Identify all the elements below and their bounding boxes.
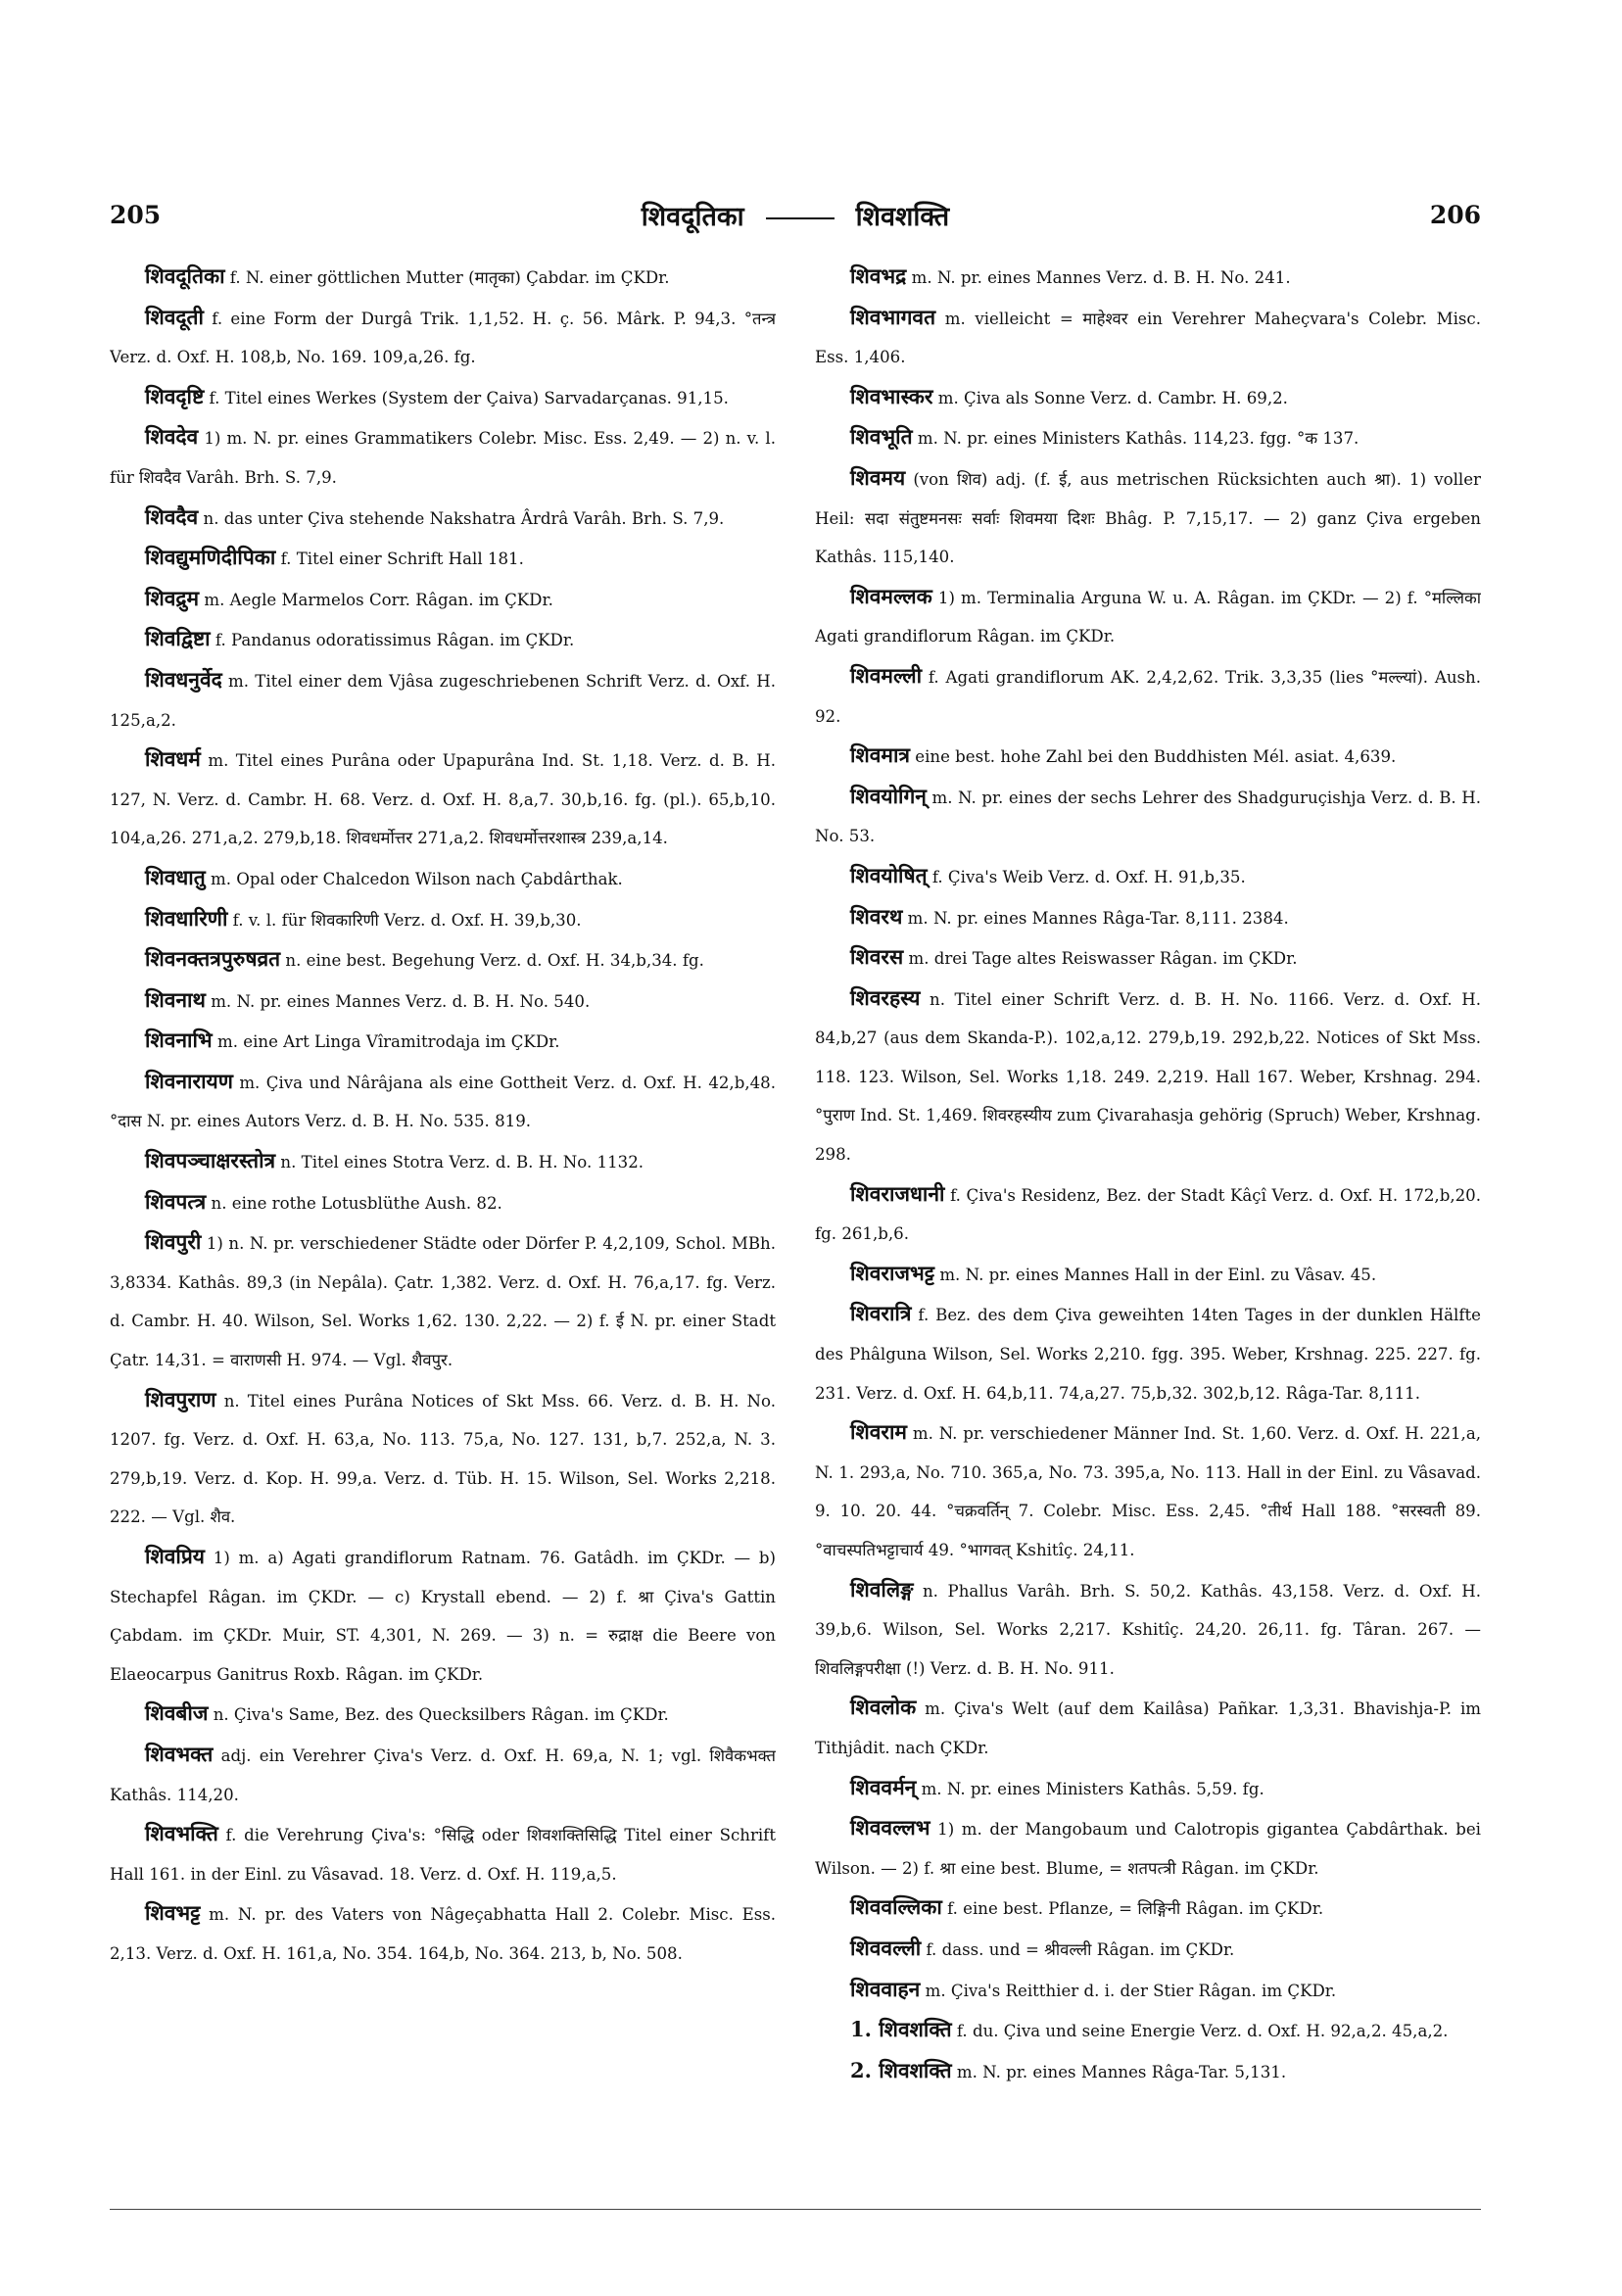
dictionary-entry [110, 1021, 776, 1062]
entry-definition: m. vielleicht = माहेश्वर ein Verehrer Maheçvara's Colebr. Misc. Ess. 1,406. [815, 309, 1481, 367]
entry-definition: f. eine Form der Durgâ Trik. 1,1,52. H. ç. 56. Mârk. P. 94,3. °तन्त्र Verz. d. Oxf. H. 108,b, No. 169. 109,a,26. fg. [110, 309, 776, 367]
dictionary-entry [110, 619, 776, 660]
dictionary-entry [815, 1570, 1481, 1689]
dictionary-entry [815, 656, 1481, 736]
page-number-right: 206 [1429, 201, 1481, 229]
entry-headword: शिवराजभट्ट [850, 1260, 935, 1285]
dictionary-entry [815, 417, 1481, 458]
entry-definition: m. N. pr. eines Ministers Kathâs. 114,23. fgg. °क 137. [912, 429, 1360, 449]
entry-definition: f. Pandanus odoratissimus Râgan. im ÇKDr. [210, 631, 575, 650]
entry-definition: m. N. pr. verschiedener Männer Ind. St. 1,60. Verz. d. Oxf. H. 221,a, N. 1. 293,a, No. 710. 365,a, No. 73. 395,a, No. 113. Hall in der Einl. zu Vâsavad. 9. 10. 20. 44. °चक्रवर्तिन् 7. Colebr. Misc. Ess. 2,45. °तीर्थ Hall 188. °सरस्वती 89. °वाचस्पतिभट्टाचार्य 49. °भागवत् Kshitîç. 24,11. [815, 1424, 1481, 1559]
entry-headword: शिवपत्त्र [145, 1188, 207, 1214]
entry-headword: शिववल्लभ [850, 1815, 930, 1841]
page-header [110, 201, 1481, 240]
entry-definition: adj. ein Verehrer Çiva's Verz. d. Oxf. H. 69,a, N. 1; vgl. शिवैकभक्त Kathâs. 114,20. [110, 1746, 776, 1804]
dictionary-entry [815, 2051, 1481, 2092]
entry-headword: शिवरहस्य [850, 984, 921, 1010]
entry-headword: शिवनक्तत्रपुरुषव्रत [145, 946, 281, 972]
dictionary-entry [110, 417, 776, 497]
dictionary-entry [110, 899, 776, 940]
dictionary-entry [110, 257, 776, 298]
entry-definition: f. Titel einer Schrift Hall 181. [275, 550, 524, 569]
entry-definition: 1) n. N. pr. verschiedener Städte oder Dörfer P. 4,2,109, Schol. MBh. 3,8334. Kathâs. 89,3 (in Nepâla). Çatr. 1,382. Verz. d. Oxf. H. 76,a,17. fg. Verz. d. Cambr. H. 40. Wilson, Sel. Works 1,62. 130. 2,22. — 2) f. ई N. pr. einer Stadt Çatr. 14,31. = वाराणसी H. 974. — Vgl. शैवपुर. [110, 1234, 776, 1370]
entry-definition: f. Çiva's Weib Verz. d. Oxf. H. 91,b,35. [927, 867, 1246, 886]
entry-headword: शिववल्ली [850, 1935, 922, 1960]
entry-definition: n. Titel einer Schrift Verz. d. B. H. No. 1166. Verz. d. Oxf. H. 84,b,27 (aus dem Skanda-P.). 102,a,12. 279,b,19. 292,b,22. Notices of Skt Mss. 118. 123. Wilson, Sel. Works 1,18. 249. 2,219. Hall 167. Weber, Krshnag. 294. °पुराण Ind. St. 1,469. शिवरहस्यीय zum Çivarahasja gehörig (Spruch) Weber, Krshnag. 298. [815, 989, 1481, 1165]
dictionary-entry [110, 377, 776, 418]
dictionary-entry [815, 897, 1481, 938]
dictionary-entry [110, 298, 776, 377]
entry-definition: n. Çiva's Same, Bez. des Quecksilbers Râgan. im ÇKDr. [208, 1705, 669, 1725]
dictionary-entry [110, 498, 776, 539]
entry-headword: शिवधर्म [145, 746, 201, 772]
entry-headword: शिवद्रुम [145, 585, 200, 610]
dictionary-entry [815, 937, 1481, 979]
entry-headword: शिवधातु [145, 864, 206, 889]
running-headword-last: शिवशक्ति [855, 202, 950, 232]
running-headwords [110, 197, 1481, 233]
running-headword-first: शिवदूतिका [641, 202, 744, 232]
entry-definition: 1) m. a) Agati grandiflorum Ratnam. 76. Gatâdh. im ÇKDr. — b) Stechapfel Râgan. im ÇKDr. — c) Krystall ebend. — 2) f. श्रा Çiva's Gattin Çabdam. im ÇKDr. Muir, ST. 4,301, N. 269. — 3) n. = रुद्राक्ष die Beere von Elaeocarpus Ganitrus Roxb. Râgan. im ÇKDr. [110, 1549, 776, 1684]
entry-headword: शिवधारिणी [145, 905, 228, 931]
entry-definition: n. Titel eines Purâna Notices of Skt Mss. 66. Verz. d. B. H. No. 1207. fg. Verz. d. Oxf. H. 63,a, No. 113. 75,a, No. 127. 131, b,7. 252,a, N. 3. 279,b,19. Verz. d. Kop. H. 99,a. Verz. d. Tüb. H. 15. Wilson, Sel. Works 2,218. 222. — Vgl. शैव. [110, 1391, 776, 1527]
dictionary-entry [815, 577, 1481, 656]
dictionary-entry [110, 740, 776, 858]
dictionary-entry [110, 1062, 776, 1141]
entry-definition: 1) m. Terminalia Arguna W. u. A. Râgan. im ÇKDr. — 2) f. °मल्लिका Agati grandiflorum Râgan. im ÇKDr. [815, 588, 1481, 646]
entry-definition: m. N. pr. eines Ministers Kathâs. 5,59. fg. [916, 1779, 1264, 1798]
dictionary-entry [110, 1537, 776, 1694]
entry-definition: f. v. l. für शिवकारिणी Verz. d. Oxf. H. 39,b,30. [227, 910, 582, 930]
entry-headword: शिवद्युमणिदीपिका [145, 545, 276, 570]
dictionary-entry [815, 1254, 1481, 1295]
entry-headword: शिवभक्त [145, 1741, 214, 1766]
dictionary-entry [110, 1735, 776, 1814]
entry-definition: m. Aegle Marmelos Corr. Râgan. im ÇKDr. [199, 590, 553, 609]
dictionary-entry [815, 1970, 1481, 2011]
entry-headword: शिवद्विष्टा [145, 626, 211, 651]
entry-definition: n. eine rothe Lotusblüthe Aush. 82. [206, 1193, 502, 1213]
entry-definition: m. N. pr. eines Mannes Râga-Tar. 8,111. 2384. [902, 908, 1289, 928]
entry-headword: शिवभट्ट [145, 1900, 201, 1926]
entry-definition: m. Çiva's Reitthier d. i. der Stier Râgan. im ÇKDr. [920, 1981, 1337, 2000]
dictionary-entry [110, 1694, 776, 1735]
dictionary-entry [815, 1808, 1481, 1888]
dictionary-entry [815, 979, 1481, 1174]
entry-headword: शिवदूती [145, 304, 204, 329]
entry-headword: शिवमय [850, 464, 906, 490]
entry-definition: m. Çiva als Sonne Verz. d. Cambr. H. 69,2. [932, 388, 1288, 407]
entry-headword: शिवप्रिय [145, 1544, 205, 1568]
entry-headword: शिववल्लिका [850, 1894, 942, 1920]
dictionary-entry [110, 1380, 776, 1537]
entry-headword: शिवयोगिन् [850, 783, 927, 808]
right-column [815, 257, 1481, 2176]
dictionary-entry [815, 257, 1481, 298]
entry-headword: शिववर्मन् [850, 1774, 917, 1799]
dictionary-entry [815, 2010, 1481, 2051]
entry-definition: m. eine Art Linga Vîramitrodaja im ÇKDr. [212, 1032, 560, 1052]
dictionary-entry [110, 660, 776, 740]
entry-headword: शिवमात्र [850, 742, 910, 768]
entry-headword: शिवमल्ली [850, 662, 923, 688]
entry-headword: शिवभक्ति [145, 1821, 218, 1846]
entry-definition: f. Bez. des dem Çiva geweihten 14ten Tages in der dunklen Hälfte des Phâlguna Wilson, Sel. Works 2,210. fgg. 395. Weber, Krshnag. 225. 227. fg. 231. Verz. d. Oxf. H. 64,b,11. 74,a,27. 75,b,32. 302,b,12. Râga-Tar. 8,111. [815, 1306, 1481, 1403]
dictionary-entry [815, 736, 1481, 777]
entry-definition: n. eine best. Begehung Verz. d. Oxf. H. 34,b,34. fg. [280, 951, 704, 971]
entry-definition: f. Agati grandiflorum AK. 2,4,2,62. Trik. 3,3,35 (lies °मल्ल्यां). Aush. 92. [815, 667, 1481, 726]
entry-headword: शिवभास्कर [850, 383, 933, 408]
entry-headword: शिवदृष्टि [145, 383, 205, 408]
entry-headword: शिववाहन [850, 1976, 921, 2001]
dictionary-entry [815, 1412, 1481, 1569]
entry-headword: शिवनाभि [145, 1028, 213, 1053]
entry-definition: m. N. pr. des Vaters von Nâgeçabhatta Hall 2. Colebr. Misc. Ess. 2,13. Verz. d. Oxf. H. 161,a, No. 354. 164,b, No. 364. 213, b, No. 508. [110, 1905, 776, 1963]
dictionary-entry [110, 981, 776, 1022]
entry-headword: शिवभूति [850, 424, 913, 450]
entry-definition: eine best. hohe Zahl bei den Buddhisten Mél. asiat. 4,639. [909, 747, 1397, 767]
entry-headword: शिवदैव [145, 503, 199, 529]
entry-definition: n. Phallus Varâh. Brh. S. 50,2. Kathâs. 43,158. Verz. d. Oxf. H. 39,b,6. Wilson, Sel. Works 2,217. Kshitîç. 24,20. 26,11. fg. Târan. 267. — शिवलिङ्गपरीक्षा (!) Verz. d. B. H. No. 911. [815, 1581, 1481, 1678]
dictionary-entry [110, 1893, 776, 1973]
entry-definition: m. Çiva und Nârâjana als eine Gottheit Verz. d. Oxf. H. 42,b,48. °दास N. pr. eines Autors Verz. d. B. H. No. 535. 819. [110, 1073, 776, 1131]
entry-definition: m. N. pr. eines Mannes Verz. d. B. H. No. 241. [906, 268, 1291, 287]
dictionary-entry [815, 377, 1481, 418]
dictionary-entry [815, 1929, 1481, 1970]
entry-definition: m. drei Tage altes Reiswasser Râgan. im ÇKDr. [903, 949, 1298, 969]
dictionary-entry [110, 858, 776, 899]
entry-headword: 1. शिवशक्ति [850, 2017, 952, 2042]
entry-headword: शिवनाथ [145, 986, 206, 1012]
entry-definition: m. N. pr. eines Mannes Verz. d. B. H. No. 540. [205, 991, 591, 1011]
entry-headword: शिवभद्र [850, 263, 907, 288]
bottom-rule [110, 2209, 1481, 2210]
dictionary-entry [815, 1768, 1481, 1809]
dictionary-entry [815, 1174, 1481, 1254]
entry-definition: n. das unter Çiva stehende Nakshatra Ârdrâ Varâh. Brh. S. 7,9. [198, 508, 725, 528]
entry-headword: शिवमल्लक [850, 583, 932, 608]
entry-definition: m. N. pr. eines Mannes Hall in der Einl. zu Vâsav. 45. [934, 1265, 1377, 1284]
entry-headword: शिवरात्रि [850, 1301, 912, 1326]
entry-headword: शिवरस [850, 944, 904, 970]
entry-headword: 2. शिवशक्ति [850, 2057, 952, 2082]
entry-headword: शिवरथ [850, 903, 903, 929]
entry-definition: f. die Verehrung Çiva's: °सिद्धि oder शिवशक्तिसिद्धि Titel einer Schrift Hall 161. in der Einl. zu Vâsavad. 18. Verz. d. Oxf. H. 119,a,5. [110, 1826, 776, 1884]
dictionary-entry [110, 1141, 776, 1182]
entry-headword: शिवलोक [850, 1695, 917, 1720]
entry-headword: शिवधनुर्वेद [145, 666, 222, 692]
entry-headword: शिवपञ्चाक्षरस्तोत्र [145, 1148, 276, 1173]
dictionary-entry [815, 298, 1481, 377]
entry-definition: m. Opal oder Chalcedon Wilson nach Çabdârthak. [205, 869, 623, 888]
dictionary-entry [110, 538, 776, 579]
dictionary-entry [815, 1888, 1481, 1929]
dictionary-entry [815, 1294, 1481, 1412]
dictionary-entry [815, 458, 1481, 577]
entry-headword: शिवपुरी [145, 1229, 202, 1255]
entry-definition: 1) m. N. pr. eines Grammatikers Colebr. Misc. Ess. 2,49. — 2) n. v. l. für शिवदैव Varâh. Brh. S. 7,9. [110, 429, 776, 487]
entry-definition: f. eine best. Pflanze, = लिङ्गिनी Râgan. im ÇKDr. [941, 1899, 1324, 1919]
dictionary-entry [815, 777, 1481, 856]
entry-headword: शिवबीज [145, 1700, 209, 1726]
entry-definition: m. Çiva's Welt (auf dem Kailâsa) Pañkar. 1,3,31. Bhavishja-P. im Tithjâdit. nach ÇKDr. [815, 1699, 1481, 1757]
entry-definition: f. Çiva's Residenz, Bez. der Stadt Kâçî Verz. d. Oxf. H. 172,b,20. fg. 261,b,6. [815, 1185, 1481, 1244]
entry-definition: m. Titel eines Purâna oder Upapurâna Ind. St. 1,18. Verz. d. B. H. 127, N. Verz. d. Cambr. H. 68. Verz. d. Oxf. H. 8,a,7. 30,b,16. fg. (pl.). 65,b,10. 104,a,26. 271,a,2. 279,b,18. शिवधर्मोत्तर 271,a,2. शिवधर्मोत्तरशास्त्र 239,a,14. [110, 751, 776, 848]
entry-definition: f. N. einer göttlichen Mutter (मातृका) Çabdar. im ÇKDr. [224, 268, 670, 287]
entry-definition: f. dass. und = श्रीवल्ली Râgan. im ÇKDr. [921, 1939, 1235, 1959]
left-column [110, 257, 776, 2176]
entry-headword: शिवयोषित् [850, 862, 928, 887]
page-number-left: 205 [110, 201, 162, 229]
entry-headword: शिवलिङ्ग [850, 1576, 914, 1602]
entry-headword: शिवभागवत [850, 304, 936, 329]
headword-dash [766, 217, 835, 219]
entry-definition: n. Titel eines Stotra Verz. d. B. H. No. 1132. [275, 1153, 644, 1172]
entry-definition: f. du. Çiva und seine Energie Verz. d. Oxf. H. 92,a,2. 45,a,2. [951, 2022, 1449, 2041]
entry-headword: शिवराजधानी [850, 1180, 945, 1206]
entry-definition: f. Titel eines Werkes (System der Çaiva) Sarvadarçanas. 91,15. [204, 388, 729, 407]
dictionary-entry [110, 1182, 776, 1223]
dictionary-entry [110, 939, 776, 981]
dictionary-entry [815, 1688, 1481, 1767]
entry-headword: शिवपुराण [145, 1386, 216, 1411]
dictionary-entry [110, 579, 776, 620]
entry-definition: m. Titel einer dem Vjâsa zugeschriebenen Schrift Verz. d. Oxf. H. 125,a,2. [110, 671, 776, 730]
entry-headword: शिवदेव [145, 424, 199, 450]
entry-headword: शिवदूतिका [145, 263, 225, 288]
dictionary-entry [815, 856, 1481, 897]
dictionary-entry [110, 1222, 776, 1379]
entry-headword: शिवनारायण [145, 1068, 233, 1093]
entry-definition: m. N. pr. eines Mannes Râga-Tar. 5,131. [951, 2062, 1287, 2081]
entry-headword: शिवराम [850, 1419, 907, 1445]
dictionary-entry [110, 1814, 776, 1893]
entry-definition: 1) m. der Mangobaum und Calotropis gigantea Çabdârthak. bei Wilson. — 2) f. श्रा eine best. Blume, = शतपत्त्री Râgan. im ÇKDr. [815, 1820, 1481, 1878]
entry-definition: m. N. pr. eines der sechs Lehrer des Shadguruçishja Verz. d. B. H. No. 53. [815, 788, 1481, 846]
entry-definition: (von शिव) adj. (f. ई, aus metrischen Rücksichten auch श्रा). 1) voller Heil: सदा संतुष्टमनसः सर्वाः शिवमया दिशः Bhâg. P. 7,15,17. — 2) ganz Çiva ergeben Kathâs. 115,140. [815, 469, 1481, 567]
